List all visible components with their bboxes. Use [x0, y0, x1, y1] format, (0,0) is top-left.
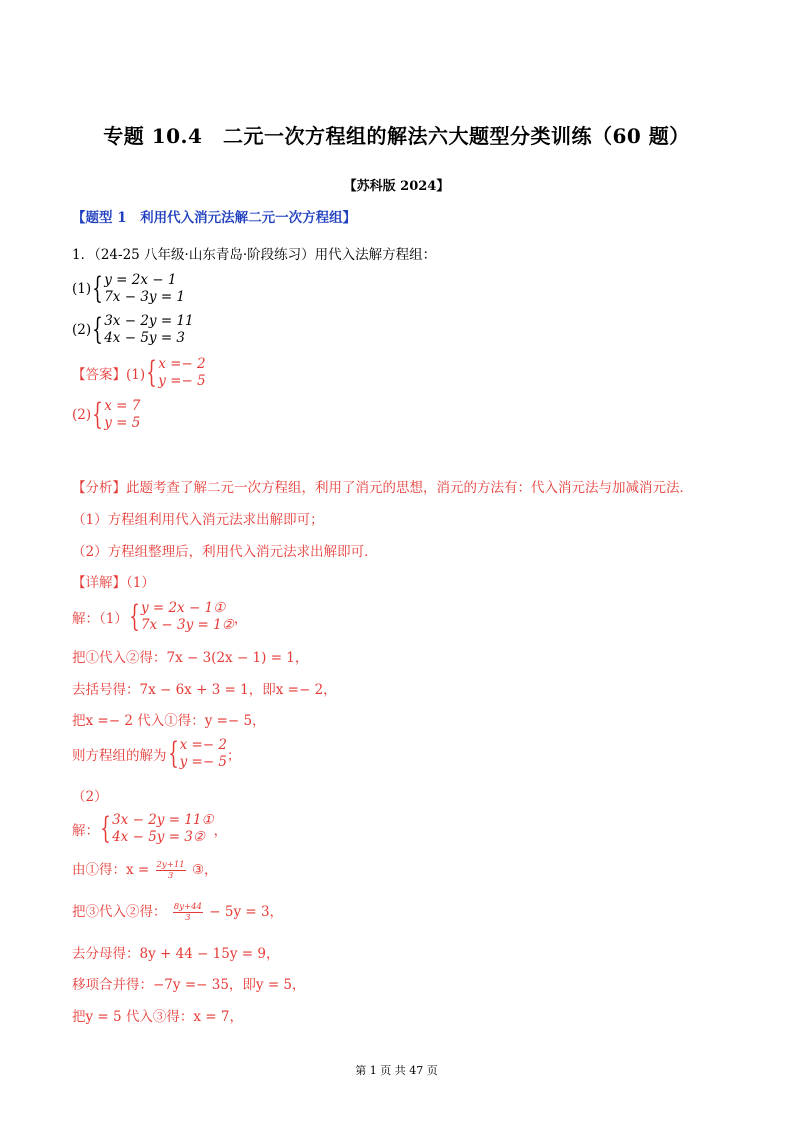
solution-step: 把x =− 2 代入①得：y =− 5， — [72, 713, 266, 729]
equation: y = 2x − 1① — [140, 600, 226, 616]
section-heading: 【题型 1 利用代入消元法解二元一次方程组】 — [72, 210, 357, 226]
solution-step: 把①代入②得：7x − 3(2x − 1) = 1， — [72, 650, 309, 666]
step-text: ③， — [191, 862, 218, 878]
brace-icon: { — [100, 811, 111, 846]
equation: 7x − 3y = 1② — [140, 617, 234, 633]
step-text: − 5y = 3， — [209, 904, 284, 920]
analysis-line: （1）方程组利用代入消元法求出解即可； — [72, 512, 324, 528]
fraction — [173, 902, 203, 923]
brace-icon: { — [129, 599, 140, 634]
equation: x = 7 — [104, 398, 141, 414]
equation: y = 2x − 1 — [104, 272, 177, 288]
part-2-label: （2） — [72, 789, 108, 805]
brace-icon: { — [92, 271, 103, 306]
solution-step: 移项合并得：−7y =− 35，即y = 5， — [72, 977, 306, 993]
step-text: ， — [233, 611, 248, 627]
equation: 4x − 5y = 3 — [104, 330, 186, 346]
equation: y =− 5 — [158, 373, 206, 389]
numerator: 8y+44 — [173, 902, 202, 912]
step-text: ； — [227, 748, 241, 764]
solution-step — [72, 812, 227, 846]
solution-step — [72, 858, 218, 881]
question-part-2 — [72, 313, 194, 347]
brace-icon: { — [92, 397, 103, 432]
brace-icon: { — [92, 312, 103, 347]
equation: 3x − 2y = 11 — [104, 313, 194, 329]
fraction — [156, 860, 186, 881]
brace-icon: { — [167, 736, 179, 771]
solution-step — [72, 900, 283, 923]
step-text: 把③代入②得： — [72, 904, 167, 920]
analysis-line: （2）方程组整理后，利用代入消元法求出解即可． — [72, 544, 378, 560]
equation: y = 5 — [104, 415, 141, 431]
equation: 4x − 5y = 3② — [112, 829, 205, 845]
step-text: 则方程组的解为 — [72, 748, 167, 764]
step-text: ， — [213, 823, 228, 839]
answer-label: 【答案】(1) — [72, 367, 146, 383]
equation: x =− 2 — [179, 737, 228, 753]
solution-step — [72, 737, 241, 771]
part-label: (1) — [72, 281, 92, 297]
solution-step: 去括号得：7x − 6x + 3 = 1，即x =− 2， — [72, 682, 337, 698]
solution-step — [72, 600, 247, 634]
step-text: 解： — [72, 823, 99, 839]
denominator: 3 — [185, 913, 191, 923]
detail-label: 【详解】（1） — [72, 575, 155, 591]
analysis-line: 【分析】此题考查了解二元一次方程组，利用了消元的思想，消元的方法有：代入消元法与加减消元法． — [72, 480, 693, 496]
numerator: 2y+11 — [156, 860, 185, 870]
question-stem: 1．（24-25 八年级·山东青岛·阶段练习）用代入法解方程组： — [72, 247, 437, 263]
equation: 3x − 2y = 11① — [112, 812, 214, 828]
equation: y =− 5 — [179, 754, 228, 770]
solution-step: 去分母得：8y + 44 − 15y = 9， — [72, 946, 280, 962]
answer-part-2 — [72, 398, 140, 432]
edition-label: 【苏科版 2024】 — [343, 179, 450, 194]
step-text: 由①得：x = — [72, 862, 150, 878]
part-label: (2) — [72, 322, 92, 338]
question-part-1 — [72, 272, 185, 306]
page-footer: 第 1 页 共 47 页 — [355, 1064, 438, 1077]
answer-part-1 — [72, 356, 206, 390]
equation: 7x − 3y = 1 — [104, 289, 186, 305]
document-title: 专题 10.4 二元一次方程组的解法六大题型分类训练（60 题） — [103, 124, 690, 148]
brace-icon: { — [146, 355, 157, 390]
equation: x =− 2 — [158, 356, 206, 372]
step-text: 解：（1） — [72, 611, 128, 627]
denominator: 3 — [167, 871, 174, 881]
solution-step: 把y = 5 代入③得：x = 7， — [72, 1009, 243, 1025]
part-label: (2) — [72, 407, 92, 423]
